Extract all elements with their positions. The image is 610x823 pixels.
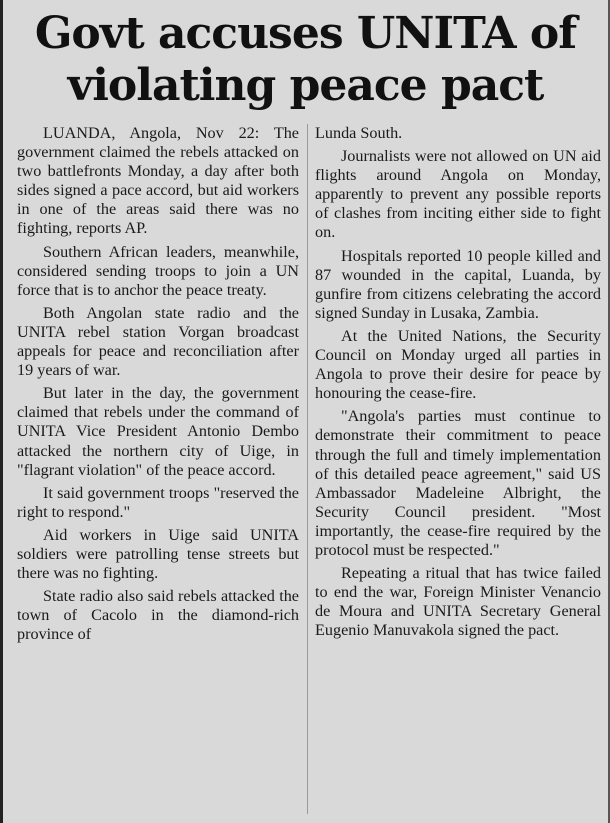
headline: Govt accuses UNITA of violating peace pact	[34, 8, 577, 111]
paragraph-continuation: Lunda South.	[315, 124, 403, 142]
article-column-left	[17, 124, 299, 648]
paragraph: Hospitals reported 10 people killed and 87 wounded in the capital, Luanda, by gunfire from citizens celebrating the accord signed Sunday in Lusaka, Zambia.	[315, 246, 601, 322]
paragraph: Southern African leaders, meanwhile, considered sending troops to join a UN force that is to anchor the peace treaty.	[17, 242, 299, 299]
column-divider	[307, 124, 308, 814]
paragraph: Aid workers in Uige said UNITA soldiers were patrolling tense streets but there was no fighting.	[17, 525, 299, 583]
paragraph: At the United Nations, the Security Council on Monday urged all parties in Angola to prove their desire for peace by honouring the cease-fire.	[315, 326, 601, 403]
paragraph: Journalists were not allowed on UN aid flights around Angola on Monday, apparently to prevent any possible reports of clashes from inciting either side to fight on.	[315, 147, 601, 242]
paragraph: Repeating a ritual that has twice failed to end the war, Foreign Minister Venancio de Moura and UNITA Secretary General Eugenio Manuvakola signed the pact.	[315, 564, 601, 640]
paragraph: LUANDA, Angola, Nov 22: The government claimed the rebels attacked on two battlefronts Monday, a day after both sides signed a pace accord, but aid workers in one of the areas said there was no fighting, reports AP.	[17, 124, 299, 238]
paragraph: State radio also said rebels attacked the town of Cacolo in the diamond-rich province of	[17, 587, 299, 644]
paragraph: "Angola's parties must continue to demonstrate their commitment to peace through the full and timely implementation of this detailed peace agreement," said US Ambassador Madeleine Albright, the Security Council president. "Most importantly, the cease-fire required by the protocol must be respected."	[315, 407, 601, 559]
paragraph: Both Angolan state radio and the UNITA rebel station Vorgan broadcast appeals for peace and reconciliation after 19 years of war.	[17, 303, 299, 380]
article-column-right	[315, 124, 601, 644]
paragraph: It said government troops "reserved the right to respond."	[17, 483, 299, 521]
paragraph: But later in the day, the government claimed that rebels under the command of UNITA Vice President Antonio Dembo attacked the northern city of Uige, in "flagrant violation" of the peace accord.	[17, 384, 299, 479]
